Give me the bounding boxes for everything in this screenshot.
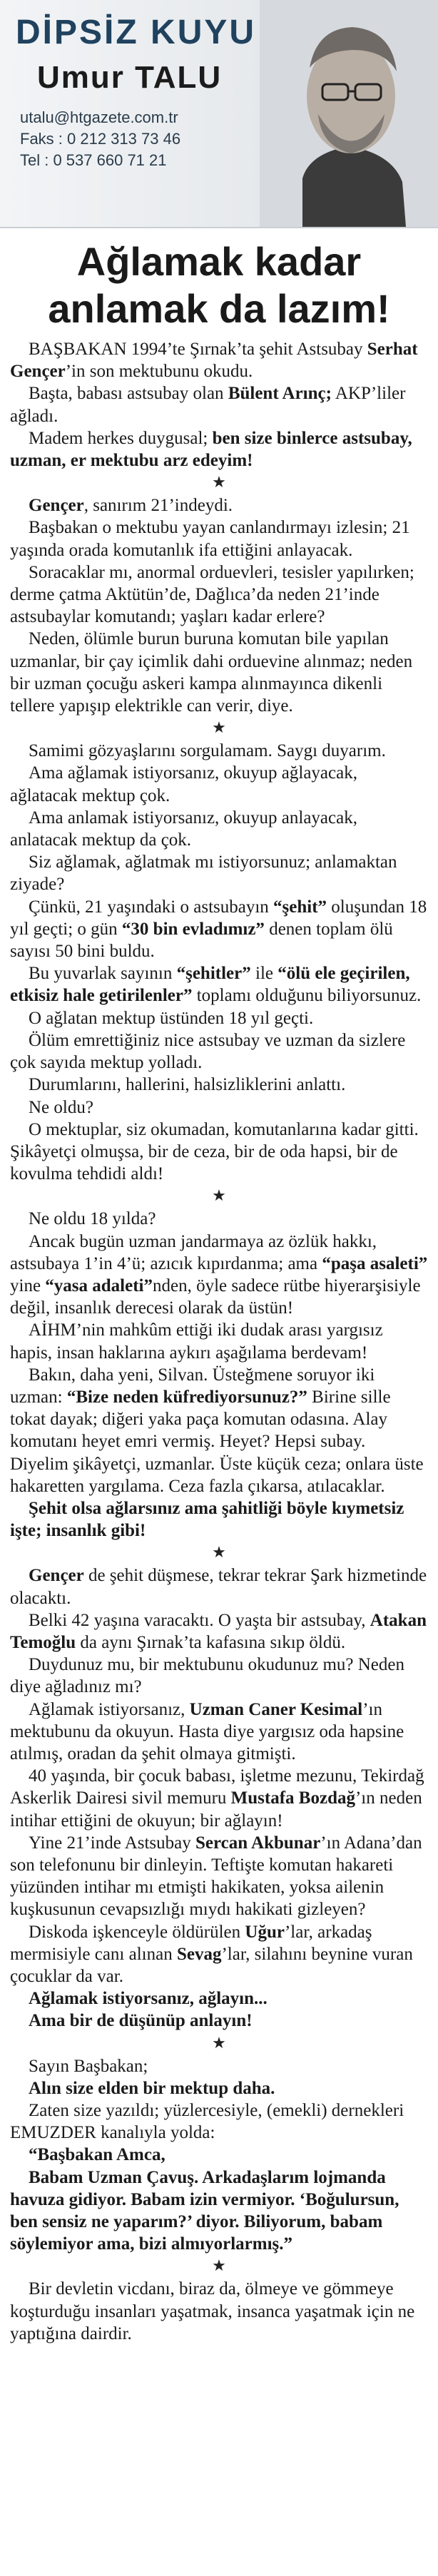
article-paragraph xyxy=(10,1319,428,1363)
article-paragraph xyxy=(10,494,428,516)
bold-text: Atakan Temoğlu xyxy=(10,1610,427,1652)
article-paragraph xyxy=(10,516,428,561)
article-paragraph xyxy=(10,1832,428,1921)
text-segment: 40 yaşında, bir çocuk babası, işletme mezunu, Tekirdağ Askerlik Dairesi sivil memuru xyxy=(10,1766,424,1808)
author-phone: Tel : 0 537 660 71 21 xyxy=(20,151,167,169)
bold-text: Alın size elden bir mektup daha. xyxy=(29,2078,275,2098)
column-header xyxy=(0,0,438,228)
article-paragraph xyxy=(10,1564,428,1609)
text-segment: da aynı Şırnak’ta kafasına sıkıp öldü. xyxy=(76,1632,346,1652)
text-segment: Ağlamak istiyorsanız, xyxy=(29,1699,190,1719)
text-segment: , sanırım 21’indeydi. xyxy=(83,496,233,516)
text-segment: Zaten size yazıldı; yüzlercesiyle, (emekli) dernekleri EMUZDER kanalıyla yolda: xyxy=(10,2101,404,2143)
article-paragraph xyxy=(10,2055,428,2077)
text-segment: ’lar, silahını beynine vuran çocuklar da var. xyxy=(10,1944,413,1987)
title-line-1: Ağlamak kadar xyxy=(76,239,362,284)
text-segment: O mektuplar, siz okumadan, komutanlarına kadar gitti. Şikâyetçi olmuşsa, bir de ceza, bir de oda hapsi, bir de kovulma tehdidi aldı! xyxy=(10,1119,419,1184)
bold-text: Uğur xyxy=(245,1922,285,1942)
text-segment: Ancak bugün uzman jandarmaya az özlük hakkı, astsubaya 1’in 4’ü; azıcık kıpırdanma; ama xyxy=(10,1231,377,1273)
text-segment: Başta, babası astsubay olan xyxy=(29,384,228,404)
text-segment: Diskoda işkenceyle öldürülen xyxy=(29,1922,245,1942)
text-segment: nden, öyle sadece rütbe hiyerarşisiyle değil, insanlık derecesi olarak da üstün! xyxy=(10,1276,421,1318)
text-segment: Madem herkes duygusal; xyxy=(29,428,213,448)
bold-text: Ama bir de düşünüp anlayın! xyxy=(29,2011,253,2031)
bold-text: Serhat Gençer xyxy=(10,340,418,382)
text-segment: oluşundan 18 yıl geçti; o gün xyxy=(10,897,427,939)
article-paragraph xyxy=(10,382,428,427)
text-segment: Bir devletin vicdanı, biraz da, ölmeye ve gömmeye koşturduğu insanları yaşatmak, insanca yaşatmak için ne yaptığına dairdir. xyxy=(10,2279,415,2343)
bold-text: “şehitler” xyxy=(176,964,251,984)
text-segment: BAŞBAKAN 1994’te Şırnak’ta şehit Astsubay xyxy=(29,340,367,359)
bold-text: Gençer xyxy=(29,496,84,516)
bold-text: “Başbakan Amca, xyxy=(29,2145,165,2165)
author-fax: Faks : 0 212 313 73 46 xyxy=(20,130,181,148)
article-paragraph xyxy=(10,2099,428,2144)
bold-text: Sevag xyxy=(176,1944,222,1964)
text-segment: Bakın, daha yeni, Silvan. Üsteğmene soruyor iki uzman: xyxy=(10,1365,375,1407)
bold-text: Bülent Arınç; xyxy=(228,384,332,404)
bold-text: “yasa adaleti” xyxy=(45,1276,153,1295)
article-paragraph xyxy=(10,1208,428,1230)
article-paragraph xyxy=(10,1987,428,2010)
section-separator-star: ★ xyxy=(212,2034,226,2052)
text-segment: Ölüm emrettiğiniz nice astsubay ve uzman da sizlere çok sayıda mektup yolladı. xyxy=(10,1030,406,1073)
title-line-2: anlamak da lazım! xyxy=(48,286,390,331)
author-email[interactable]: utalu@htgazete.com.tr xyxy=(20,108,178,126)
text-segment: ile xyxy=(250,964,278,984)
article-paragraph xyxy=(10,2077,428,2099)
bold-text: “30 bin evladımız” xyxy=(121,919,265,939)
text-segment: Birine sille tokat dayak; diğeri yaka paça komutan odasına. Alay komutanı heyet emri vermiş. Heyet? Hepsi subay. Diyelim şikâyetçi, uzmanlar. Üste küçük ceza; onlara üste hakaretten yargılama. Ceza fazla çıkarsa, atılacaklar. xyxy=(10,1387,424,1496)
text-segment: Ama ağlamak istiyorsanız, okuyup ağlayacak, ağlatacak mektup çok. xyxy=(10,763,357,805)
article-paragraph xyxy=(10,427,428,472)
article-body xyxy=(0,332,438,2345)
text-segment: denen toplam ölü sayısı 50 bini buldu. xyxy=(10,919,393,962)
article-paragraph xyxy=(10,2144,428,2166)
article-paragraph xyxy=(10,1609,428,1654)
section-separator-star: ★ xyxy=(212,1187,226,1206)
article-paragraph xyxy=(10,1231,428,1320)
text-segment: AKP’liler ağladı. xyxy=(10,384,406,426)
bold-text: “paşa asaleti” xyxy=(322,1253,428,1273)
article-paragraph xyxy=(10,962,428,1007)
article-paragraph xyxy=(10,1029,428,1074)
bold-text: Babam Uzman Çavuş. Arkadaşlarım lojmanda havuza gidiyor. Babam izin vermiyor. ‘Boğulursun, ben sensiz ne yaparım?’ diyor. Biliyorum, babam söylemiyor ama, bizi almıyorlarmış.” xyxy=(10,2167,399,2254)
text-segment: Bu yuvarlak sayının xyxy=(29,964,177,984)
article-paragraph xyxy=(10,1765,428,1832)
bold-text: Ağlamak istiyorsanız, ağlayın... xyxy=(29,1989,268,2009)
article-paragraph xyxy=(10,896,428,963)
article-paragraph xyxy=(10,2167,428,2256)
article-paragraph xyxy=(10,2278,428,2345)
text-segment: Sayın Başbakan; xyxy=(29,2056,148,2076)
article-paragraph xyxy=(10,1096,428,1119)
text-segment: ’ın mektubunu da okuyun. Hasta diye yargısız oda hapsine atılmış, oradan da şehit olmaya gitmişti. xyxy=(10,1699,404,1763)
text-segment: Samimi gözyaşlarını sorgulamam. Saygı duyarım. xyxy=(29,741,386,761)
article-paragraph xyxy=(10,1119,428,1186)
author-contact xyxy=(20,107,234,171)
article-paragraph xyxy=(10,740,428,762)
article-paragraph xyxy=(10,1921,428,1988)
bold-text: Şehit olsa ağlarsınız ama şahitliği böyle kıymetsiz işte; insanlık gibi! xyxy=(10,1498,404,1541)
article-paragraph xyxy=(10,338,428,382)
text-segment: Başbakan o mektubu yayan canlandırmayı izlesin; 21 yaşında orada komutanlık ifa ettiğini anlayacak. xyxy=(10,518,410,560)
article-paragraph xyxy=(10,1007,428,1029)
text-segment: Çünkü, 21 yaşındaki o astsubayın xyxy=(29,897,274,917)
article-paragraph xyxy=(10,2010,428,2032)
section-separator-star: ★ xyxy=(212,474,226,492)
text-segment: Yine 21’inde Astsubay xyxy=(29,1833,196,1853)
text-segment: O ağlatan mektup üstünden 18 yıl geçti. xyxy=(29,1008,314,1028)
author-name: Umur TALU xyxy=(37,60,223,95)
bold-text: Gençer xyxy=(29,1566,84,1586)
text-segment: de şehit düşmese, tekrar tekrar Şark hizmetinde olacaktı. xyxy=(10,1566,427,1608)
text-segment: Ne oldu? xyxy=(29,1097,93,1117)
article-paragraph xyxy=(10,628,428,717)
bold-text: “ölü ele geçirilen, etkisiz hale getirilenler” xyxy=(10,964,410,1006)
bold-text: Sercan Akbunar xyxy=(195,1833,321,1853)
article-title xyxy=(0,238,438,332)
text-segment: Siz ağlamak, ağlatmak mı istiyorsunuz; anlamaktan ziyade? xyxy=(10,852,397,895)
article-paragraph xyxy=(10,1654,428,1698)
article-paragraph xyxy=(10,851,428,895)
section-separator-star: ★ xyxy=(212,2257,226,2276)
article-paragraph xyxy=(10,807,428,851)
author-portrait xyxy=(260,0,438,227)
article-paragraph xyxy=(10,1074,428,1096)
text-segment: Ne oldu 18 yılda? xyxy=(29,1209,156,1229)
article-paragraph xyxy=(10,1699,428,1766)
bold-text: “Bize neden küfrediyorsunuz?” xyxy=(66,1387,307,1407)
bold-text: Mustafa Bozdağ xyxy=(230,1788,355,1808)
text-segment: ’lar, arkadaş mermisiyle canı alınan xyxy=(10,1922,372,1964)
text-segment: Belki 42 yaşına varacaktı. O yaşta bir astsubay, xyxy=(29,1610,370,1630)
section-separator-star: ★ xyxy=(212,1544,226,1562)
column-brand: DİPSİZ KUYU xyxy=(16,14,257,51)
text-segment: toplamı olduğunu biliyorsunuz. xyxy=(192,986,422,1006)
text-segment: yine xyxy=(10,1276,46,1295)
text-segment: Soracaklar mı, anormal orduevleri, tesisler yapılırken; derme çatma Aktütün’de, Dağlıca’da neden 21’inde astsubaylar komutandı; yaşları kadar erlere? xyxy=(10,562,414,627)
bold-text: Uzman Caner Kesimal xyxy=(189,1699,363,1719)
article-paragraph xyxy=(10,1364,428,1497)
text-segment: ’ın neden intihar ettiğini de okuyun; bir ağlayın! xyxy=(10,1788,422,1831)
text-segment: AİHM’nin mahkûm ettiği iki dudak arası yargısız hapis, insan haklarına aykırı aşağılama berdevam! xyxy=(10,1320,383,1363)
section-separator-star: ★ xyxy=(212,719,226,738)
text-segment: Ama anlamak istiyorsanız, okuyup anlayacak, anlatacak mektup da çok. xyxy=(10,808,357,850)
article-paragraph xyxy=(10,1497,428,1542)
bold-text: ben size binlerce astsubay, uzman, er mektubu arz edeyim! xyxy=(10,428,412,471)
text-segment: Neden, ölümle burun buruna komutan bile yapılan uzmanlar, bir çay içimlik dahi orduevine alınmaz; neden bir uzman çocuğu askeri kampa alınmayınca dikenli tellere yapışıp elektrikle can verir, diye. xyxy=(10,629,413,716)
text-segment: ’in son mektubunu okudu. xyxy=(65,362,253,382)
article-paragraph xyxy=(10,561,428,628)
text-segment: Durumlarını, hallerini, halsizliklerini anlattı. xyxy=(29,1075,346,1095)
article-paragraph xyxy=(10,762,428,806)
text-segment: ’ın Adana’dan son telefonunu bir dinleyin. Teftişte komutan hakareti yüzünden intihar mı etmişti hakikaten, yoksa ailenin kuşkusunun cevapsızlığı mıydı hakikati gizleyen? xyxy=(10,1833,422,1920)
text-segment: Duydunuz mu, bir mektubunu okudunuz mu? Neden diye ağladınız mı? xyxy=(10,1655,404,1697)
bold-text: “şehit” xyxy=(273,897,327,917)
